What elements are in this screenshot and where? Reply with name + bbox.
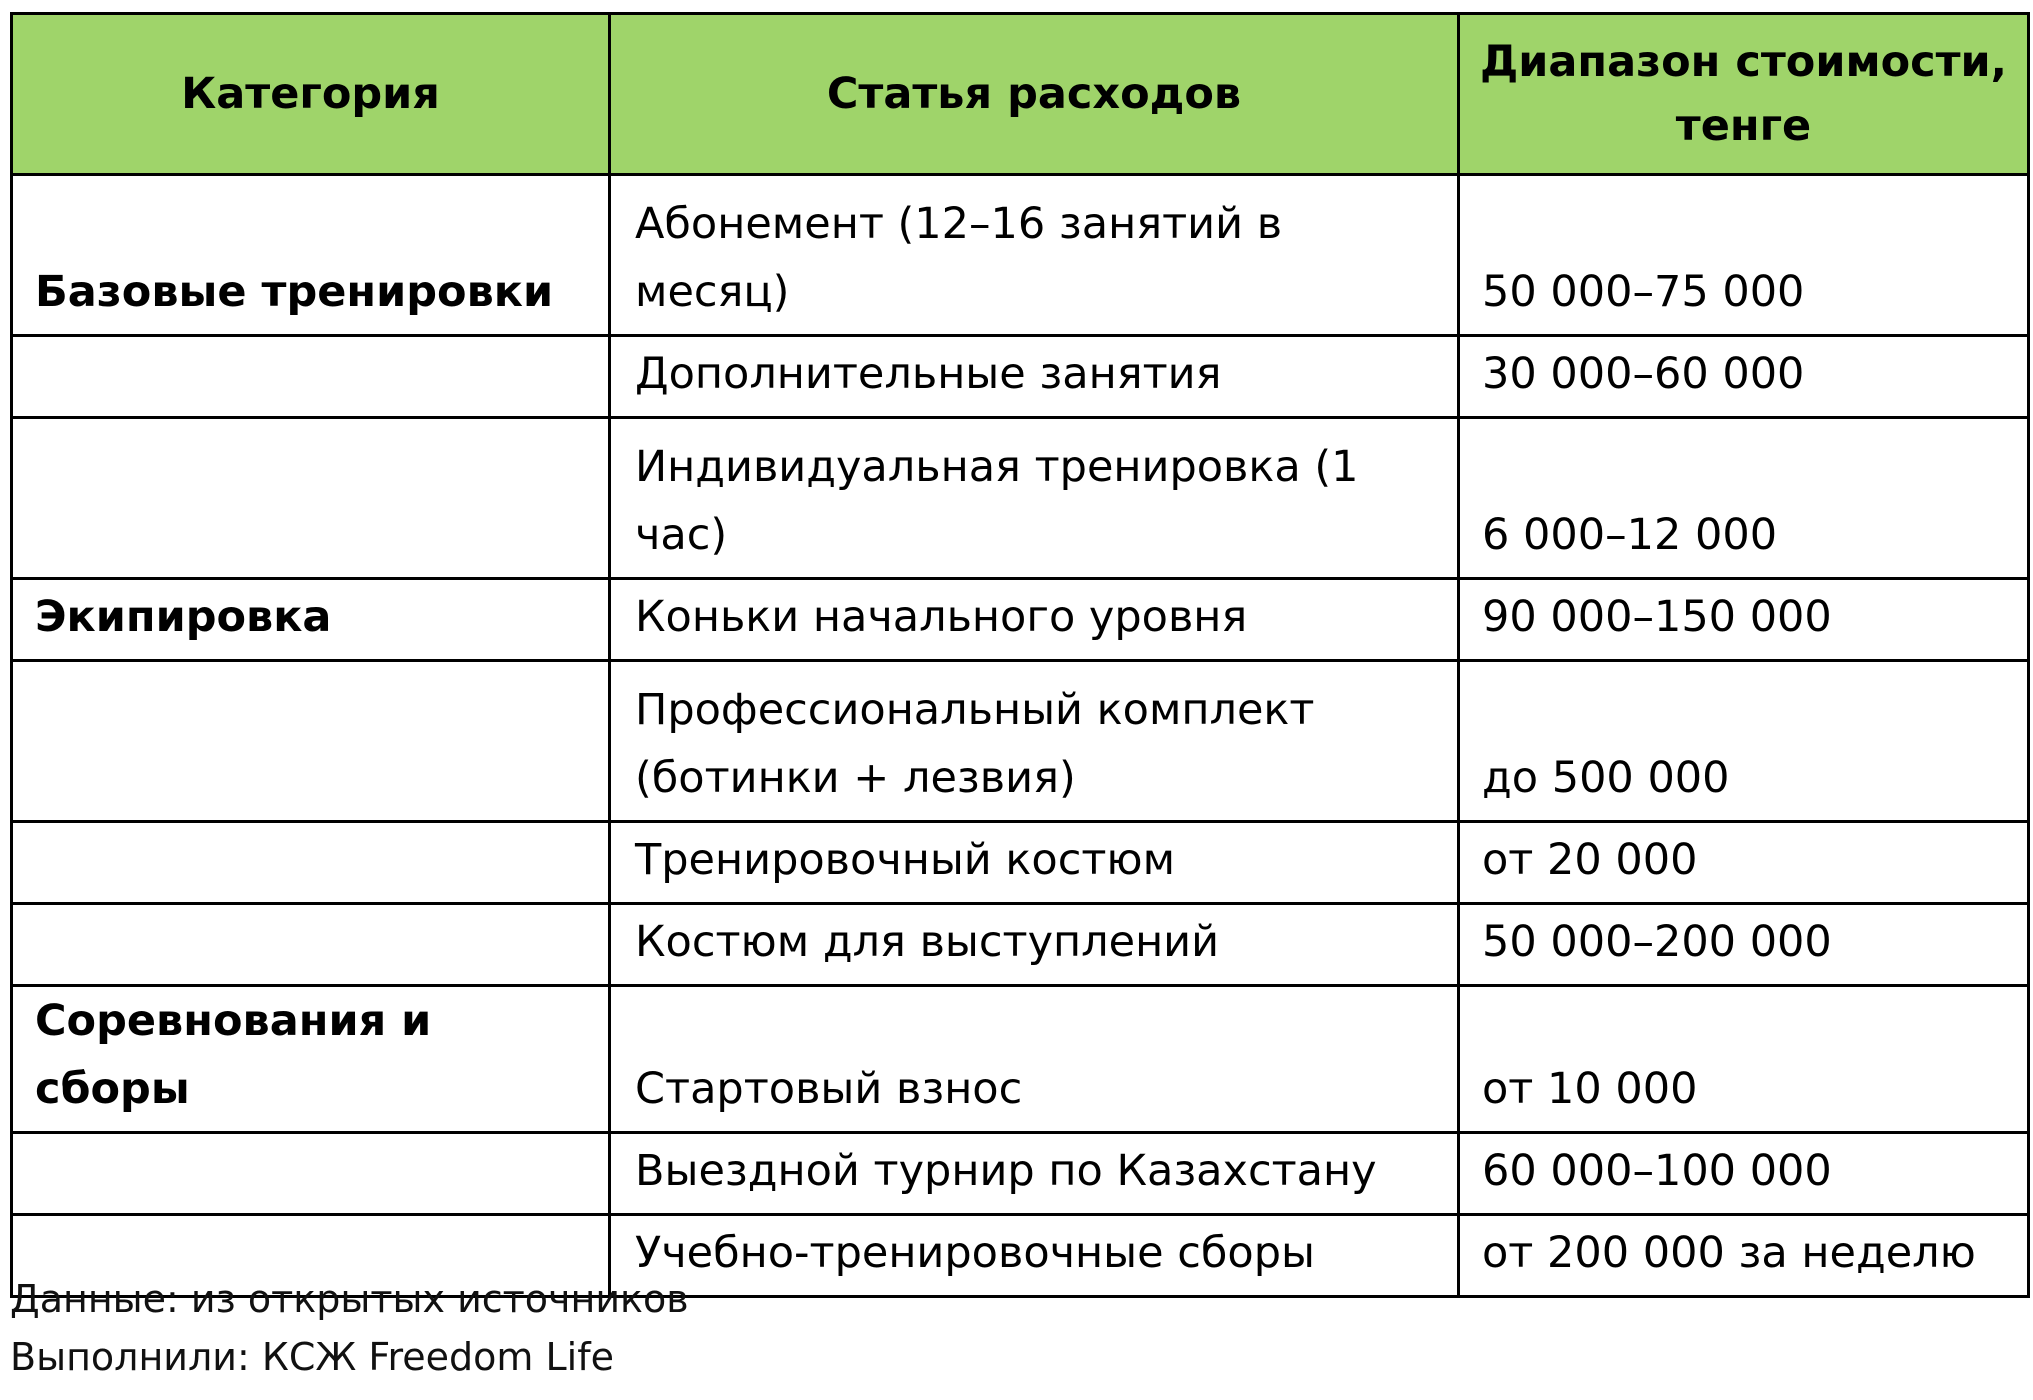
item-cell: Индивидуальная тренировка (1 час)	[610, 418, 1459, 579]
price-cell: 50 000–200 000	[1459, 904, 2029, 986]
header-category: Категория	[12, 14, 610, 175]
price-cell: 50 000–75 000	[1459, 175, 2029, 336]
table-row	[12, 822, 2029, 904]
table-header	[12, 14, 2029, 175]
source-note: Данные: из открытых источников	[10, 1277, 689, 1321]
price-cell: 30 000–60 000	[1459, 336, 2029, 418]
item-cell: Абонемент (12–16 занятий в месяц)	[610, 175, 1459, 336]
category-cell	[12, 822, 610, 904]
header-price: Диапазон стоимости, тенге	[1459, 14, 2029, 175]
price-cell: 60 000–100 000	[1459, 1133, 2029, 1215]
item-cell: Дополнительные занятия	[610, 336, 1459, 418]
item-cell: Стартовый взнос	[610, 986, 1459, 1133]
table-row	[12, 904, 2029, 986]
price-cell: 90 000–150 000	[1459, 579, 2029, 661]
item-cell: Учебно-тренировочные сборы	[610, 1215, 1459, 1297]
category-cell: Экипировка	[12, 579, 610, 661]
price-cell: до 500 000	[1459, 661, 2029, 822]
table-row	[12, 579, 2029, 661]
category-cell: Соревнования и сборы	[12, 986, 610, 1133]
table-row	[12, 986, 2029, 1133]
item-cell: Коньки начального уровня	[610, 579, 1459, 661]
category-cell	[12, 661, 610, 822]
price-cell: от 20 000	[1459, 822, 2029, 904]
price-cell: от 10 000	[1459, 986, 2029, 1133]
category-cell	[12, 904, 610, 986]
table-row	[12, 175, 2029, 336]
table-body	[12, 175, 2029, 1297]
table-row	[12, 1133, 2029, 1215]
header-row	[12, 14, 2029, 175]
category-cell	[12, 418, 610, 579]
item-cell: Профессиональный комплект (ботинки + лезвия)	[610, 661, 1459, 822]
table-row	[12, 661, 2029, 822]
item-cell: Выездной турнир по Казахстану	[610, 1133, 1459, 1215]
item-cell: Тренировочный костюм	[610, 822, 1459, 904]
table-row	[12, 336, 2029, 418]
category-cell: Базовые тренировки	[12, 175, 610, 336]
table-row	[12, 418, 2029, 579]
footer	[10, 1270, 689, 1386]
price-cell: от 200 000 за неделю	[1459, 1215, 2029, 1297]
category-cell	[12, 336, 610, 418]
header-item: Статья расходов	[610, 14, 1459, 175]
category-cell	[12, 1133, 610, 1215]
item-cell: Костюм для выступлений	[610, 904, 1459, 986]
cost-table	[10, 12, 2030, 1298]
author-note: Выполнили: КСЖ Freedom Life	[10, 1335, 614, 1379]
price-cell: 6 000–12 000	[1459, 418, 2029, 579]
